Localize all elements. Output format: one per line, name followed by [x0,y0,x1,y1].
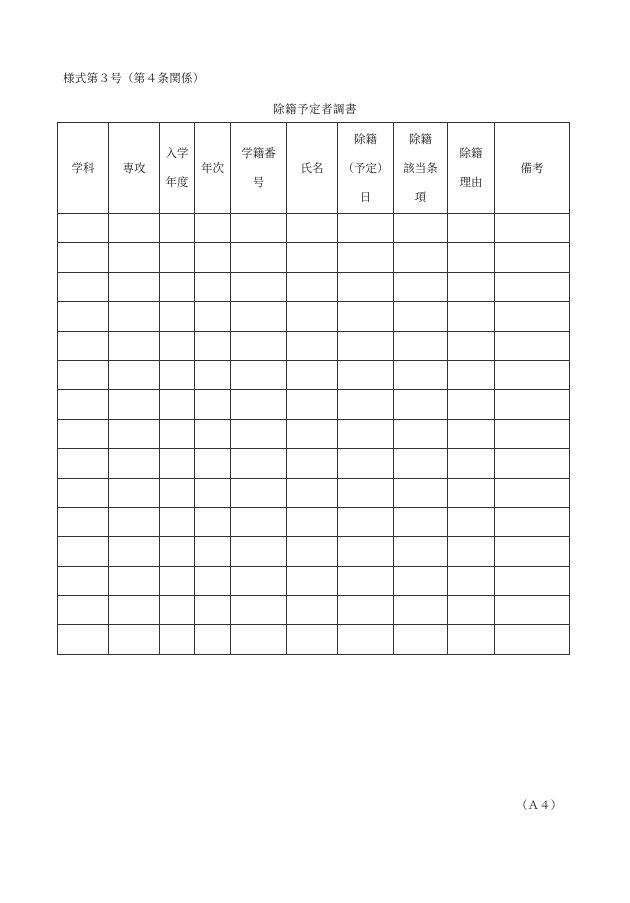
table-row [58,272,570,301]
table-cell[interactable] [109,360,160,389]
table-cell[interactable] [287,566,338,595]
table-cell[interactable] [448,419,495,448]
header-line: 入学 [165,146,189,160]
form-number: 様式第３号（第４条関係） [63,71,205,85]
table-row [58,507,570,536]
table-cell[interactable] [109,272,160,301]
header-line: （予定） [342,160,389,175]
table-cell[interactable] [160,390,195,419]
table-cell[interactable] [495,596,570,625]
table-cell[interactable] [394,272,448,301]
table-cell[interactable] [495,214,570,243]
header-grade [195,123,231,214]
table-cell[interactable] [495,449,570,478]
table-cell[interactable] [394,566,448,595]
table-cell[interactable] [394,625,448,654]
table-cell[interactable] [160,214,195,243]
table-cell[interactable] [109,302,160,331]
header-line: 除籍 [409,131,432,146]
table-cell[interactable] [109,537,160,566]
table-cell[interactable] [338,596,394,625]
header-line: 除籍 [459,146,483,160]
table-cell[interactable] [448,625,495,654]
header-admission-year [160,123,195,214]
table-cell[interactable] [195,449,231,478]
table-cell[interactable] [495,302,570,331]
table-cell[interactable] [495,243,570,272]
table-cell[interactable] [448,331,495,360]
table-cell[interactable] [287,596,338,625]
table-cell[interactable] [394,214,448,243]
table-cell[interactable] [109,478,160,507]
table-cell[interactable] [394,419,448,448]
table-cell[interactable] [338,214,394,243]
table-cell[interactable] [231,419,287,448]
table-cell[interactable] [58,243,109,272]
table-cell[interactable] [109,331,160,360]
table-cell[interactable] [448,566,495,595]
table-cell[interactable] [58,507,109,536]
table-cell[interactable] [287,419,338,448]
table-cell[interactable] [495,537,570,566]
table-cell[interactable] [448,390,495,419]
table-cell[interactable] [58,302,109,331]
table-row [58,302,570,331]
header-line: 年次 [201,160,224,175]
table-cell[interactable] [287,390,338,419]
table-cell[interactable] [58,449,109,478]
table-cell[interactable] [160,331,195,360]
register-table [57,122,570,655]
table-cell[interactable] [448,507,495,536]
table-cell[interactable] [495,360,570,389]
table-cell[interactable] [448,449,495,478]
header-applicable-article [394,123,448,214]
table-cell[interactable] [495,272,570,301]
table-cell[interactable] [109,419,160,448]
table-cell[interactable] [58,272,109,301]
table-cell[interactable] [338,449,394,478]
table-cell[interactable] [394,537,448,566]
table-cell[interactable] [495,566,570,595]
table-cell[interactable] [394,302,448,331]
table-cell[interactable] [338,331,394,360]
table-cell[interactable] [109,214,160,243]
table-cell[interactable] [394,243,448,272]
header-line: 学籍番 [241,146,276,160]
table-cell[interactable] [448,302,495,331]
table-cell[interactable] [195,360,231,389]
table-cell[interactable] [195,302,231,331]
table-row [58,478,570,507]
table-cell[interactable] [160,507,195,536]
header-line: 日 [359,189,372,204]
table-cell[interactable] [58,214,109,243]
header-line: 氏名 [300,160,324,175]
table-cell[interactable] [338,478,394,507]
table-cell[interactable] [58,360,109,389]
table-cell[interactable] [231,596,287,625]
table-cell[interactable] [160,596,195,625]
table-cell[interactable] [231,507,287,536]
table-row [58,625,570,654]
table-cell[interactable] [287,625,338,654]
table-cell[interactable] [287,331,338,360]
table-cell[interactable] [160,566,195,595]
table-cell[interactable] [160,302,195,331]
table-cell[interactable] [231,566,287,595]
table-cell[interactable] [195,214,231,243]
table-cell[interactable] [338,419,394,448]
table-cell[interactable] [231,390,287,419]
table-cell[interactable] [287,507,338,536]
table-cell[interactable] [231,214,287,243]
table-cell[interactable] [495,419,570,448]
paper-size-marker: （Ａ４） [516,798,562,812]
table-cell[interactable] [448,243,495,272]
table-cell[interactable] [195,478,231,507]
table-cell[interactable] [195,390,231,419]
table-cell[interactable] [231,478,287,507]
header-line: 該当条 [403,160,438,175]
table-row [58,596,570,625]
document-title: 除籍予定者調書 [273,102,357,116]
table-cell[interactable] [160,537,195,566]
table-cell[interactable] [394,360,448,389]
table-cell[interactable] [448,478,495,507]
table-cell[interactable] [109,449,160,478]
table-cell[interactable] [394,449,448,478]
table-cell[interactable] [160,478,195,507]
table-cell[interactable] [231,243,287,272]
header-name [287,123,338,214]
table-row [58,449,570,478]
table-cell[interactable] [448,537,495,566]
table-cell[interactable] [109,243,160,272]
table-row [58,390,570,419]
table-cell[interactable] [394,507,448,536]
table-cell[interactable] [287,243,338,272]
table-cell[interactable] [338,537,394,566]
table-body [58,214,570,655]
table-cell[interactable] [160,625,195,654]
table-row [58,243,570,272]
table-cell[interactable] [195,596,231,625]
table-row [58,566,570,595]
table-row [58,537,570,566]
table-cell[interactable] [287,214,338,243]
table-row [58,419,570,448]
table-cell[interactable] [195,419,231,448]
table-row [58,331,570,360]
header-line: 号 [252,175,265,189]
table-cell[interactable] [231,625,287,654]
table-cell[interactable] [58,478,109,507]
table-cell[interactable] [195,243,231,272]
table-cell[interactable] [58,596,109,625]
table-cell[interactable] [448,596,495,625]
table-cell[interactable] [448,272,495,301]
table-cell[interactable] [495,390,570,419]
table-cell[interactable] [58,537,109,566]
table-cell[interactable] [160,360,195,389]
table-cell[interactable] [195,331,231,360]
table-cell[interactable] [338,272,394,301]
table-cell[interactable] [448,360,495,389]
header-line: 理由 [459,175,483,189]
header-line: 項 [414,189,427,204]
table-cell[interactable] [195,507,231,536]
table-cell[interactable] [109,566,160,595]
table-cell[interactable] [231,272,287,301]
table-cell[interactable] [109,507,160,536]
table-cell[interactable] [287,449,338,478]
table-cell[interactable] [394,331,448,360]
table-cell[interactable] [109,390,160,419]
header-student-id [231,123,287,214]
table-cell[interactable] [195,625,231,654]
table-cell[interactable] [338,360,394,389]
table-cell[interactable] [338,507,394,536]
table-cell[interactable] [338,302,394,331]
table-cell[interactable] [195,566,231,595]
table-cell[interactable] [338,566,394,595]
table-cell[interactable] [231,360,287,389]
table-cell[interactable] [394,390,448,419]
table-cell[interactable] [338,625,394,654]
table-cell[interactable] [231,537,287,566]
table-cell[interactable] [109,625,160,654]
table-cell[interactable] [58,419,109,448]
table-cell[interactable] [287,537,338,566]
table-cell[interactable] [109,596,160,625]
table-cell[interactable] [338,390,394,419]
table-cell[interactable] [231,331,287,360]
table-row [58,214,570,243]
table-cell[interactable] [58,331,109,360]
header-line: 備考 [520,160,544,175]
table-cell[interactable] [160,419,195,448]
table-cell[interactable] [195,537,231,566]
header-removal-date [338,123,394,214]
table-cell[interactable] [58,390,109,419]
table-cell[interactable] [287,360,338,389]
table-cell[interactable] [448,214,495,243]
table-cell[interactable] [287,272,338,301]
table-cell[interactable] [394,596,448,625]
table-cell[interactable] [195,272,231,301]
table-cell[interactable] [58,566,109,595]
table-cell[interactable] [287,302,338,331]
table-cell[interactable] [231,449,287,478]
table-cell[interactable] [338,243,394,272]
header-major [109,123,160,214]
header-removal-reason [448,123,495,214]
header-line: 除籍 [354,131,377,146]
table-row [58,360,570,389]
header-line: 学科 [71,160,95,175]
header-line: 専攻 [122,160,146,175]
header-remarks [495,123,570,214]
table-cell[interactable] [160,272,195,301]
header-line: 年度 [165,175,189,189]
table-cell[interactable] [495,478,570,507]
table-cell[interactable] [160,243,195,272]
table-cell[interactable] [58,625,109,654]
table-cell[interactable] [231,302,287,331]
table-cell[interactable] [394,478,448,507]
table-cell[interactable] [495,507,570,536]
table-cell[interactable] [160,449,195,478]
header-department [58,123,109,214]
table-cell[interactable] [495,331,570,360]
table-cell[interactable] [287,478,338,507]
header-row [58,123,570,214]
table-cell[interactable] [495,625,570,654]
